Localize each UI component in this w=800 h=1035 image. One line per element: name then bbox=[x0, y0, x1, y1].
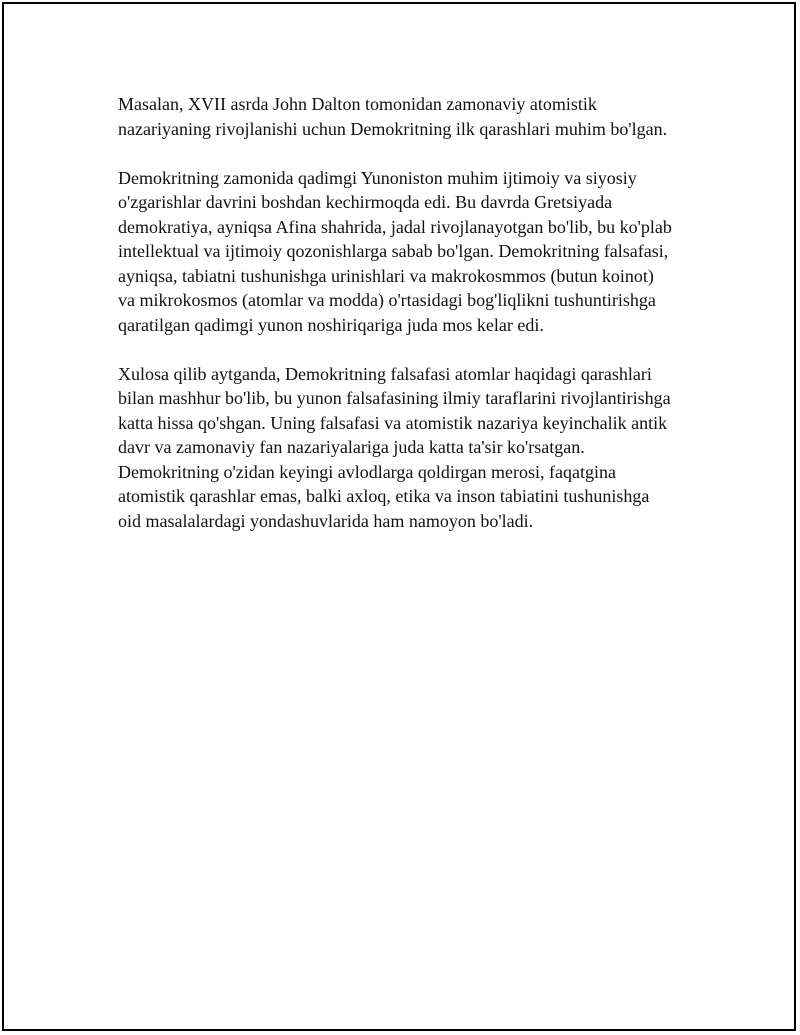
text-line: o'zgarishlar davrini boshdan kechirmoqda edi. Bu davrda Gretsiyada bbox=[118, 192, 613, 212]
text-line: atomistik qarashlar emas, balki axloq, etika va inson tabiatini tushunishga bbox=[118, 486, 650, 506]
text-line: Demokritning o'zidan keyingi avlodlarga qoldirgan merosi, faqatgina bbox=[118, 461, 616, 482]
document-body bbox=[118, 92, 708, 558]
text-line: oid masalalardagi yondashuvlarida ham namoyon bo'ladi. bbox=[118, 510, 534, 531]
text-line: intellektual va ijtimoiy qozonishlarga sabab bo'lgan. Demokritning falsafasi, bbox=[118, 241, 669, 261]
text-line: bilan mashhur bo'lib, bu yunon falsafasining ilmiy taraflarini rivojlantirishga bbox=[118, 388, 671, 408]
text-line: nazariyaning rivojlanishi uchun Demokritning ilk qarashlari muhim bo'lgan. bbox=[118, 118, 668, 139]
text-line: Demokritning zamonida qadimgi Yunoniston muhim ijtimoiy va siyosiy bbox=[118, 167, 637, 188]
text-line: Masalan, XVII asrda John Dalton tomonidan zamonaviy atomistik bbox=[118, 94, 597, 114]
text-line: va mikrokosmos (atomlar va modda) o'rtasidagi bog'liqlikni tushuntirishga bbox=[118, 290, 656, 310]
text-line: demokratiya, ayniqsa Afina shahrida, jadal rivojlanayotgan bo'lib, bu ko'plab bbox=[118, 216, 672, 237]
text-line: Xulosa qilib aytganda, Demokritning falsafasi atomlar haqidagi qarashlari bbox=[118, 363, 652, 384]
text-line: ayniqsa, tabiatni tushunishga urinishlari va makrokosmmos (butun koinot) bbox=[118, 265, 654, 286]
text-line: qaratilgan qadimgi yunon noshiriqariga juda mos kelar edi. bbox=[118, 314, 544, 335]
paragraph-1 bbox=[118, 92, 708, 141]
text-line: katta hissa qo'shgan. Uning falsafasi va atomistik nazariya keyinchalik antik bbox=[118, 412, 668, 433]
paragraph-3 bbox=[118, 362, 708, 534]
text-line: davr va zamonaviy fan nazariyalariga juda katta ta'sir ko'rsatgan. bbox=[118, 437, 585, 457]
paragraph-2 bbox=[118, 166, 708, 338]
